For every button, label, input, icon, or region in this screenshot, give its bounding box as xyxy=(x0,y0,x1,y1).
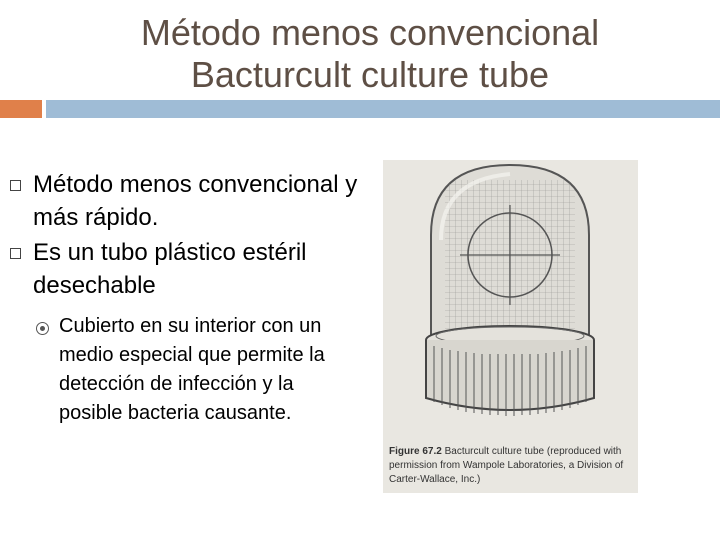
bullet-item xyxy=(0,236,380,302)
accent-bar-blue xyxy=(46,100,720,118)
accent-bar-orange xyxy=(0,100,42,118)
bullet-item xyxy=(0,168,380,234)
caption-text: Bacturcult culture tube (reproduced with permission from Wampole Laboratories, a Division of Carter-Wallace, Inc.) xyxy=(389,446,624,485)
bullet-list xyxy=(0,168,380,428)
square-bullet-icon xyxy=(10,248,21,259)
square-bullet-icon xyxy=(10,180,21,191)
slide-title xyxy=(60,12,680,96)
sub-bullet-text: Cubierto en su interior con un medio especial que permite la detección de infección y la posible bacteria causante. xyxy=(59,315,325,424)
title-line-1: Método menos convencional xyxy=(140,12,600,53)
culture-tube-illustration xyxy=(383,160,638,493)
circle-bullet-icon xyxy=(36,322,49,335)
culture-tube-figure xyxy=(383,160,638,493)
bullet-text: Método menos convencional y más rápido. xyxy=(33,171,358,231)
sub-bullet-item xyxy=(0,312,380,428)
title-line-2: Bacturcult culture tube xyxy=(190,54,550,95)
caption-label: Figure 67.2 xyxy=(389,446,442,457)
figure-caption xyxy=(389,445,634,487)
bullet-text: Es un tubo plástico estéril desechable xyxy=(33,239,307,299)
